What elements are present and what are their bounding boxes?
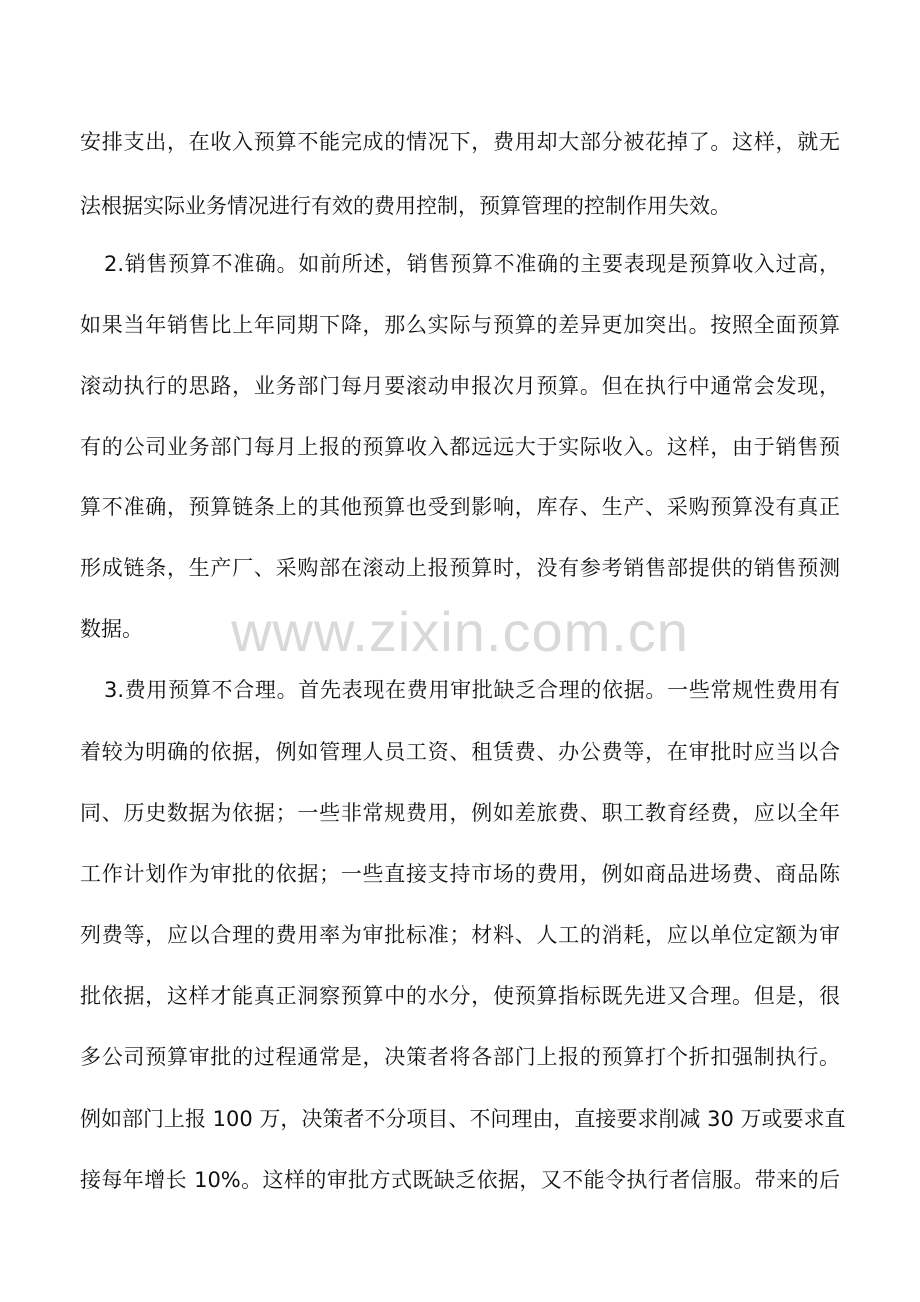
text-line: 列费等，应以合理的费用率为审批标准；材料、人工的消耗，应以单位定额为审 (80, 923, 840, 947)
text-line: 数据。 (80, 617, 143, 641)
text-line: 法根据实际业务情况进行有效的费用控制，预算管理的控制作用失效。 (80, 194, 731, 218)
text-line: 工作计划作为审批的依据；一些直接支持市场的费用，例如商品进场费、商品陈 (80, 862, 840, 886)
text-line: 算不准确，预算链条上的其他预算也受到影响，库存、生产、采购预算没有真正 (80, 495, 840, 519)
text-line: 如果当年销售比上年同期下降，那么实际与预算的差异更加突出。按照全面预算 (80, 313, 840, 337)
text-line: 同、历史数据为依据；一些非常规费用，例如差旅费、职工教育经费，应以全年 (80, 801, 840, 825)
text-line: 安排支出，在收入预算不能完成的情况下，费用却大部分被花掉了。这样，就无 (80, 130, 840, 154)
text-line: 批依据，这样才能真正洞察预算中的水分，使预算指标既先进又合理。但是，很 (80, 984, 840, 1008)
text-line: 多公司预算审批的过程通常是，决策者将各部门上报的预算打个折扣强制执行。 (80, 1045, 840, 1069)
text-line: 着较为明确的依据，例如管理人员工资、租赁费、办公费等，在审批时应当以合 (80, 740, 840, 764)
text-line: 形成链条，生产厂、采购部在滚动上报预算时，没有参考销售部提供的销售预测 (80, 556, 840, 580)
watermark: www.zixin.com.cn (231, 600, 689, 663)
text-line: 接每年增长 10%。这样的审批方式既缺乏依据，又不能令执行者信服。带来的后 (80, 1168, 840, 1192)
text-line: 例如部门上报 100 万，决策者不分项目、不问理由，直接要求削减 30 万或要求直 (80, 1107, 846, 1131)
text-line: 滚动执行的思路，业务部门每月要滚动申报次月预算。但在执行中通常会发现， (80, 374, 840, 398)
text-line: 3.费用预算不合理。首先表现在费用审批缺乏合理的依据。一些常规性费用有 (104, 678, 840, 702)
text-line: 有的公司业务部门每月上报的预算收入都远远大于实际收入。这样，由于销售预 (80, 435, 840, 459)
text-line: 2.销售预算不准确。如前所述，销售预算不准确的主要表现是预算收入过高， (104, 252, 840, 276)
